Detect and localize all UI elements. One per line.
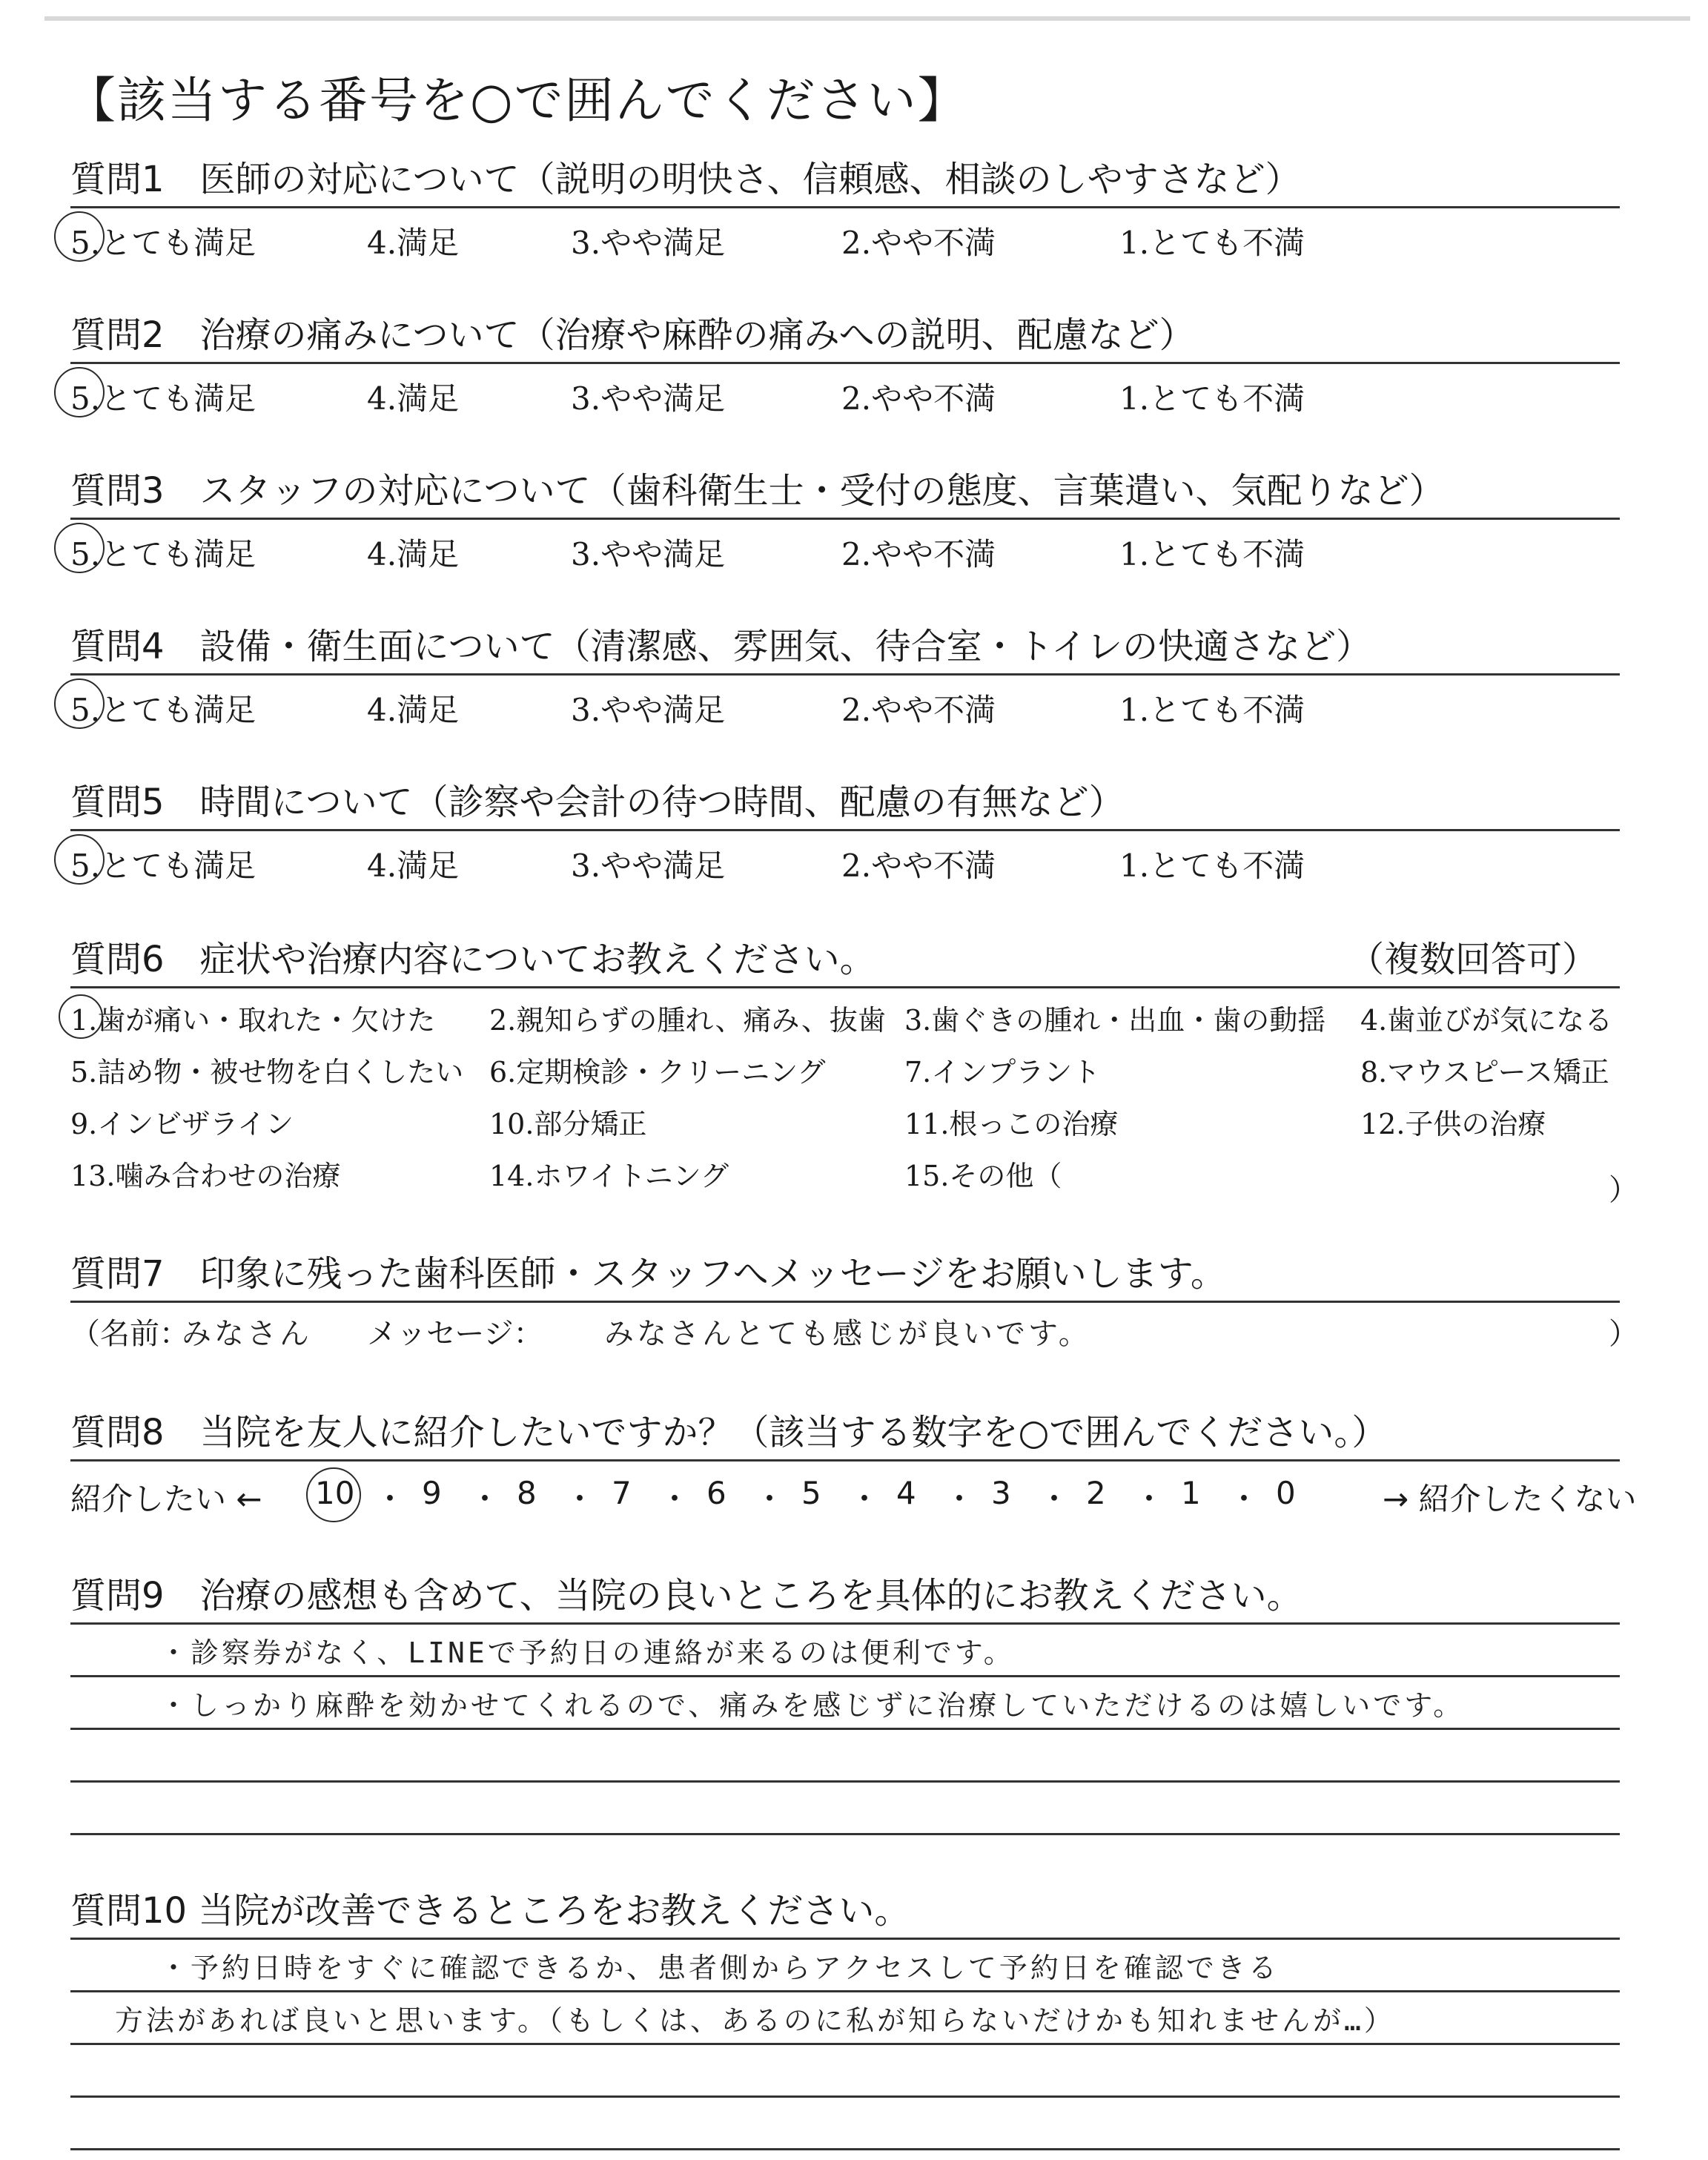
satisfaction-options — [70, 520, 1620, 572]
scale-separator: ・ — [1228, 1481, 1260, 1517]
good-points-lines — [70, 1625, 1620, 1835]
name-label: （名前： — [70, 1317, 189, 1351]
symptom-option-9[interactable]: 9.インビザライン — [70, 1108, 294, 1140]
option-3[interactable]: 3.やや満足 — [571, 380, 726, 417]
scale-separator: ・ — [1039, 1481, 1070, 1517]
name-value[interactable]: みなさん — [182, 1317, 312, 1351]
question-7 — [70, 1250, 1638, 1351]
question-6 — [70, 936, 1638, 1211]
option-1[interactable]: 1.とても不満 — [1119, 225, 1305, 261]
answer-line — [70, 1783, 1620, 1835]
symptom-option-4[interactable]: 4.歯並びが気になる — [1360, 1004, 1613, 1037]
message-label: メッセージ： — [367, 1317, 543, 1351]
question-3-heading: 質問3 スタッフの対応について（歯科衛生士・受付の態度、言葉遣い、気配りなど） — [70, 470, 1445, 512]
question-6-heading — [70, 936, 1620, 983]
satisfaction-options — [70, 831, 1620, 884]
message-value[interactable]: みなさんとても感じが良いです。 — [604, 1317, 1091, 1351]
question-4 — [70, 623, 1620, 728]
option-4[interactable]: 4.満足 — [367, 536, 460, 572]
option-4[interactable]: 4.満足 — [367, 380, 460, 417]
option-4[interactable]: 4.満足 — [367, 848, 460, 884]
answer-line — [70, 1992, 1620, 2045]
top-border — [44, 16, 1690, 21]
scale-value-1[interactable]: 1 — [1181, 1475, 1201, 1511]
option-5[interactable]: 5.とても満足 — [70, 225, 256, 261]
question-10-heading: 質問10 当院が改善できるところをお教えください。 — [70, 1890, 910, 1932]
option-1[interactable]: 1.とても不満 — [1119, 848, 1305, 884]
option-3[interactable]: 3.やや満足 — [571, 225, 726, 261]
scale-separator: ・ — [564, 1481, 596, 1517]
symptom-option-7[interactable]: 7.インプラント — [904, 1056, 1101, 1089]
answer-line — [70, 1677, 1620, 1730]
scale-value-6[interactable]: 6 — [706, 1475, 726, 1511]
question-2 — [70, 311, 1620, 417]
page-title: 【該当する番号を○で囲んでください】 — [67, 72, 968, 129]
option-2[interactable]: 2.やや不満 — [841, 225, 996, 261]
scale-value-8[interactable]: 8 — [517, 1475, 537, 1511]
answer-line — [70, 2045, 1620, 2098]
option-1[interactable]: 1.とても不満 — [1119, 692, 1305, 728]
symptom-options — [70, 988, 1638, 1211]
option-3[interactable]: 3.やや満足 — [571, 848, 726, 884]
answer-line — [70, 2098, 1620, 2150]
question-9 — [70, 1572, 1620, 1835]
scale-value-10[interactable]: 10 — [315, 1475, 355, 1511]
scale-separator: ・ — [1133, 1481, 1165, 1517]
question-1-heading: 質問1 医師の対応について（説明の明快さ、信頼感、相談のしやすさなど） — [70, 159, 1301, 200]
option-3[interactable]: 3.やや満足 — [571, 692, 726, 728]
symptom-option-13[interactable]: 13.噛み合わせの治療 — [70, 1160, 341, 1192]
answer-line — [70, 1940, 1620, 1992]
message-line — [70, 1303, 1638, 1351]
symptom-option-15[interactable]: 15.その他（ — [904, 1160, 1062, 1192]
handwritten-answer[interactable]: 方法があれば良いと思います。（もしくは、あるのに私が知らないだけかも知れませんが…） — [115, 2004, 1395, 2037]
scale-separator: ・ — [469, 1481, 501, 1517]
option-4[interactable]: 4.満足 — [367, 225, 460, 261]
improvement-lines — [70, 1940, 1620, 2150]
answer-line — [70, 1730, 1620, 1783]
message-close-paren: ） — [1609, 1317, 1638, 1351]
question-8-heading: 質問8 当院を友人に紹介したいですか？（該当する数字を○で囲んでください。） — [70, 1412, 1388, 1453]
symptom-option-6[interactable]: 6.定期検診・クリーニング — [489, 1056, 826, 1089]
scale-left-label: 紹介したい ← — [70, 1481, 262, 1517]
symptom-option-1[interactable]: 1.歯が痛い・取れた・欠けた — [70, 1004, 436, 1037]
scale-value-0[interactable]: 0 — [1276, 1475, 1296, 1511]
option-5[interactable]: 5.とても満足 — [70, 692, 256, 728]
scale-value-2[interactable]: 2 — [1086, 1475, 1106, 1511]
option-1[interactable]: 1.とても不満 — [1119, 380, 1305, 417]
question-1 — [70, 156, 1620, 261]
scale-right-label: → 紹介したくない — [1383, 1481, 1637, 1517]
question-6-text: 質問6 症状や治療内容についてお教えください。 — [70, 939, 875, 980]
symptom-option-2[interactable]: 2.親知らずの腫れ、痛み、抜歯 — [489, 1004, 886, 1037]
option-2[interactable]: 2.やや不満 — [841, 848, 996, 884]
option-3[interactable]: 3.やや満足 — [571, 536, 726, 572]
question-8 — [70, 1409, 1637, 1521]
option-1[interactable]: 1.とても不満 — [1119, 536, 1305, 572]
scale-separator: ・ — [659, 1481, 691, 1517]
option-5[interactable]: 5.とても満足 — [70, 536, 256, 572]
option-2[interactable]: 2.やや不満 — [841, 536, 996, 572]
option-5[interactable]: 5.とても満足 — [70, 848, 256, 884]
question-7-heading: 質問7 印象に残った歯科医師・スタッフへメッセージをお願いします。 — [70, 1253, 1226, 1295]
option-5[interactable]: 5.とても満足 — [70, 380, 256, 417]
question-5-heading: 質問5 時間について（診察や会計の待つ時間、配慮の有無など） — [70, 782, 1125, 823]
scale-value-9[interactable]: 9 — [422, 1475, 442, 1511]
satisfaction-options — [70, 208, 1620, 261]
question-4-heading: 質問4 設備・衛生面について（清潔感、雰囲気、待合室・トイレの快適さなど） — [70, 626, 1372, 667]
handwritten-answer[interactable]: ・しっかり麻酔を効かせてくれるので、痛みを感じずに治療していただけるのは嬉しいです。 — [159, 1689, 1465, 1722]
scale-value-3[interactable]: 3 — [991, 1475, 1011, 1511]
option-2[interactable]: 2.やや不満 — [841, 380, 996, 417]
option-2[interactable]: 2.やや不満 — [841, 692, 996, 728]
satisfaction-options — [70, 364, 1620, 417]
question-3 — [70, 467, 1620, 572]
option-4[interactable]: 4.満足 — [367, 692, 460, 728]
scale-separator: ・ — [754, 1481, 786, 1517]
symptom-option-3[interactable]: 3.歯ぐきの腫れ・出血・歯の動揺 — [904, 1004, 1326, 1037]
symptom-option-11[interactable]: 11.根っこの治療 — [904, 1108, 1119, 1140]
satisfaction-options — [70, 676, 1620, 728]
recommend-scale — [70, 1462, 1637, 1521]
scale-value-7[interactable]: 7 — [612, 1475, 632, 1511]
question-2-heading: 質問2 治療の痛みについて（治療や麻酔の痛みへの説明、配慮など） — [70, 314, 1195, 356]
symptom-option-12[interactable]: 12.子供の治療 — [1360, 1108, 1546, 1140]
scale-value-4[interactable]: 4 — [896, 1475, 916, 1511]
question-9-heading: 質問9 治療の感想も含めて、当院の良いところを具体的にお教えください。 — [70, 1575, 1302, 1616]
scale-separator: ・ — [849, 1481, 881, 1517]
symptom-option-14[interactable]: 14.ホワイトニング — [489, 1160, 729, 1192]
handwritten-answer[interactable]: ・診察券がなく、LINEで予約日の連絡が来るのは便利です。 — [159, 1636, 1015, 1669]
other-close-paren: ） — [1609, 1173, 1638, 1207]
question-5 — [70, 779, 1620, 884]
scale-separator: ・ — [944, 1481, 976, 1517]
multiple-answers-note: （複数回答可） — [1348, 939, 1598, 980]
symptom-option-10[interactable]: 10.部分矯正 — [489, 1108, 647, 1140]
scale-value-5[interactable]: 5 — [801, 1475, 821, 1511]
symptom-option-8[interactable]: 8.マウスピース矯正 — [1360, 1056, 1609, 1089]
answer-line — [70, 1625, 1620, 1677]
handwritten-answer[interactable]: ・予約日時をすぐに確認できるか、患者側からアクセスして予約日を確認できる — [159, 1952, 1280, 1984]
question-10 — [70, 1887, 1620, 2150]
symptom-option-5[interactable]: 5.詰め物・被せ物を白くしたい — [70, 1056, 464, 1089]
scale-separator: ・ — [374, 1481, 406, 1517]
